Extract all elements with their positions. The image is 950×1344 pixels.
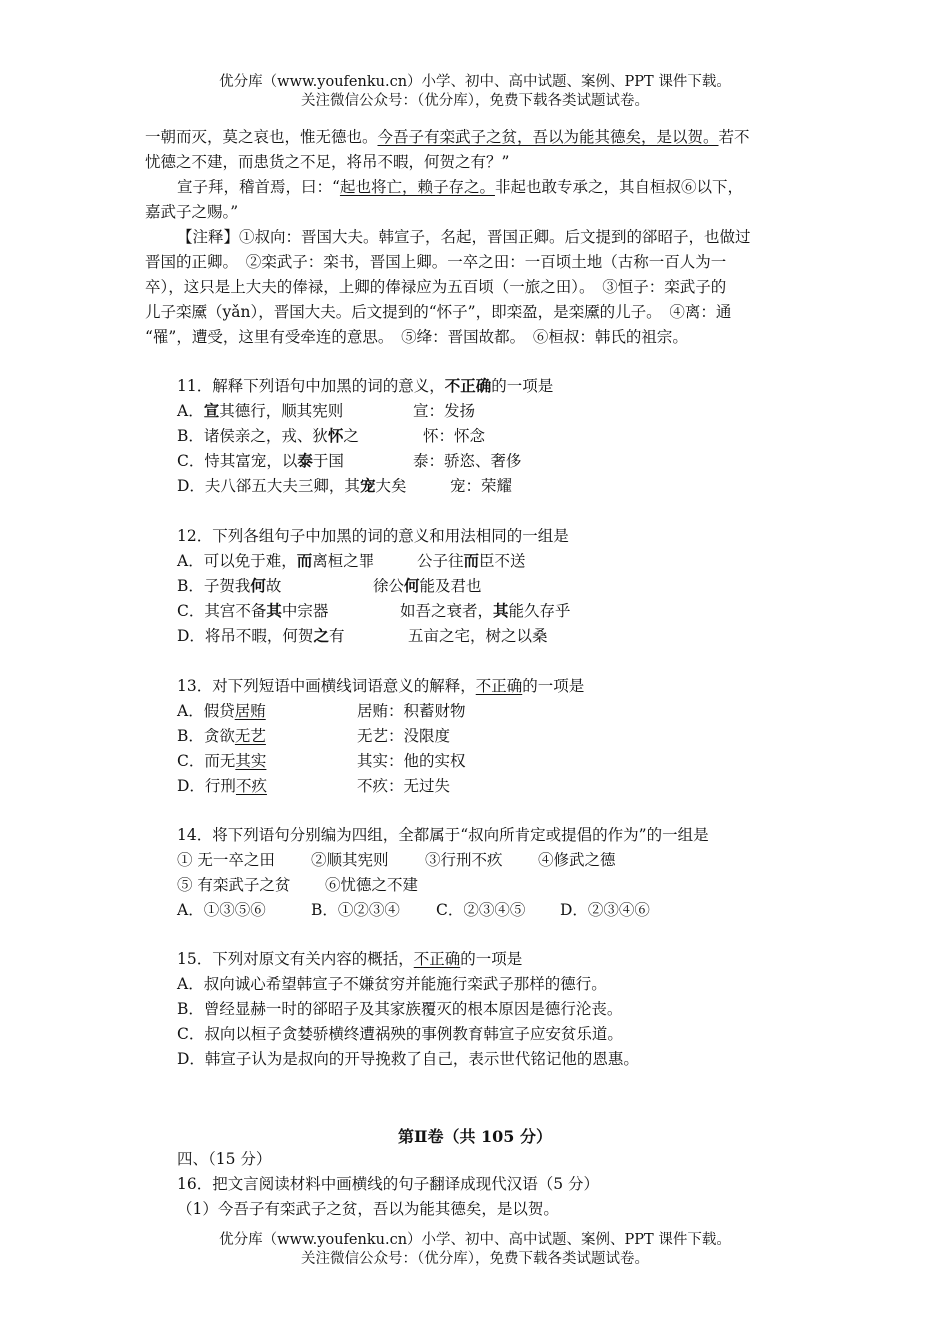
q15-stem: 15．下列对原文有关内容的概括，不正确的一项是 bbox=[177, 950, 523, 968]
q14-option-a: A．①③⑤⑥ bbox=[177, 901, 266, 919]
passage-line: 忧德之不建，而患货之不足，将吊不暇，何贺之有？” bbox=[145, 153, 510, 171]
q11-option-a-explain: 宣：发扬 bbox=[413, 402, 476, 420]
q15-option-c: C．叔向以桓子贪婪骄横终遭祸殃的事例教育韩宣子应安贫乐道。 bbox=[177, 1025, 623, 1043]
q14-item: ⑥忧德之不建 bbox=[325, 876, 419, 894]
notes-line: 【注释】①叔向：晋国大夫。韩宣子，名起，晋国正卿。后文提到的郤昭子，也做过 bbox=[177, 228, 751, 246]
q13-option-d: D．行刑不疚 bbox=[177, 777, 267, 795]
q13-option-a: A．假贷居贿 bbox=[177, 702, 266, 720]
q13-option-b: B．贪欲无艺 bbox=[177, 727, 266, 745]
q12-option-c: C．其宫不备其中宗器 bbox=[177, 601, 329, 620]
q13-option-c: C．而无其实 bbox=[177, 752, 267, 770]
underlined-sentence: 起也将亡，赖子存之。 bbox=[339, 178, 495, 196]
passage-line: 一朝而灭，莫之哀也，惟无德也。今吾子有栾武子之贫，吾以为能其德矣，是以贺。若不 bbox=[145, 128, 750, 146]
q13-option-a-explain: 居贿：积蓄财物 bbox=[357, 702, 466, 720]
notes-line: 晋国的正卿。 ②栾武子：栾书，晋国上卿。一卒之田：一百顷土地（古称一百人为一 bbox=[145, 253, 727, 271]
q12-option-c-second: 如吾之衰者，其能久存乎 bbox=[400, 601, 571, 620]
q11-option-d-explain: 宠：荣耀 bbox=[450, 477, 513, 495]
passage-line: 嘉武子之赐。” bbox=[145, 203, 239, 221]
page-footer-line2: 关注微信公众号：（优分库），免费下载各类试题试卷。 bbox=[301, 1251, 649, 1267]
q15-option-a: A．叔向诚心希望韩宣子不嫌贫穷并能施行栾武子那样的德行。 bbox=[177, 975, 607, 993]
q12-option-b: B．子贺我何故 bbox=[177, 576, 282, 595]
q12-option-d: D．将吊不暇，何贺之有 bbox=[177, 626, 345, 645]
q13-option-c-explain: 其实：他的实权 bbox=[357, 752, 466, 770]
q11-stem: 11．解释下列语句中加黑的词的意义，不正确的一项是 bbox=[177, 376, 554, 395]
q13-option-d-explain: 不疚：无过失 bbox=[357, 777, 451, 795]
passage-line: 宣子拜，稽首焉，曰：“起也将亡，赖子存之。非起也敢专承之，其自桓叔⑥以下， bbox=[177, 178, 743, 196]
q11-option-a: A．宣其德行，顺其宪则 bbox=[177, 401, 344, 420]
q11-option-d: D．夫八郤五大夫三卿，其宠大矣 bbox=[177, 476, 407, 495]
section-heading: 四、（15 分） bbox=[177, 1150, 272, 1168]
q12-stem: 12．下列各组句子中加黑的词的意义和用法相同的一组是 bbox=[177, 527, 569, 545]
q12-option-b-second: 徐公何能及君也 bbox=[373, 576, 482, 595]
notes-line: “罹”，遭受，这里有受牵连的意思。 ⑤绛：晋国故都。 ⑥桓叔：韩氏的祖宗。 bbox=[145, 328, 688, 346]
q13-stem: 13．对下列短语中画横线词语意义的解释，不正确的一项是 bbox=[177, 677, 585, 695]
notes-line: 卒），这只是上大夫的俸禄，上卿的俸禄应为五百顷（一旅之田）。 ③恒子：栾武子的 bbox=[145, 278, 727, 296]
q11-option-b-explain: 怀：怀念 bbox=[423, 427, 486, 445]
q11-option-c: C．恃其富宠，以泰于国 bbox=[177, 451, 344, 470]
notes-line: 儿子栾黡（yǎn），晋国大夫。后文提到的“怀子”，即栾盈，是栾黡的儿子。 ④离：通 bbox=[145, 303, 732, 321]
q14-item: ① 无一卒之田 bbox=[177, 851, 275, 869]
q14-option-b: B．①②③④ bbox=[311, 901, 400, 919]
q14-stem: 14．将下列语句分别编为四组，全都属于“叔向所肯定或提倡的作为”的一组是 bbox=[177, 826, 709, 844]
q14-option-c: C．②③④⑤ bbox=[436, 901, 526, 919]
q11-option-c-explain: 泰：骄恣、奢侈 bbox=[413, 452, 522, 470]
q11-option-b: B．诸侯亲之，戎、狄怀之 bbox=[177, 426, 359, 445]
q14-option-d: D．②③④⑥ bbox=[560, 901, 650, 919]
q12-option-d-second: 五亩之宅，树之以桑 bbox=[408, 627, 548, 645]
q13-option-b-explain: 无艺：没限度 bbox=[357, 727, 451, 745]
q12-option-a-second: 公子往而臣不送 bbox=[417, 551, 526, 570]
q15-option-d: D．韩宣子认为是叔向的开导挽救了自己，表示世代铭记他的恩惠。 bbox=[177, 1050, 639, 1068]
q14-item: ⑤ 有栾武子之贫 bbox=[177, 876, 291, 894]
page-footer-line1: 优分库（www.youfenku.cn）小学、初中、高中试题、案例、PPT 课件下载。 bbox=[219, 1232, 731, 1248]
q14-item: ②顺其宪则 bbox=[311, 851, 389, 869]
page-header-line2: 关注微信公众号：（优分库），免费下载各类试题试卷。 bbox=[301, 93, 649, 109]
underlined-sentence: 今吾子有栾武子之贫，吾以为能其德矣，是以贺。 bbox=[377, 128, 719, 146]
q14-item: ③行刑不疚 bbox=[425, 851, 503, 869]
q16-stem: 16．把文言阅读材料中画横线的句子翻译成现代汉语（5 分） bbox=[177, 1175, 600, 1193]
q12-option-a: A．可以免于难，而离桓之罪 bbox=[177, 551, 375, 570]
q15-option-b: B．曾经显赫一时的郤昭子及其家族覆灭的根本原因是德行沦丧。 bbox=[177, 1000, 623, 1018]
q14-item: ④修武之德 bbox=[538, 851, 616, 869]
part2-title: 第Ⅱ卷（共 105 分） bbox=[397, 1127, 553, 1146]
page-header-line1: 优分库（www.youfenku.cn）小学、初中、高中试题、案例、PPT 课件下载。 bbox=[219, 74, 731, 90]
q16-item-1: （1）今吾子有栾武子之贫，吾以为能其德矣，是以贺。 bbox=[177, 1200, 559, 1218]
